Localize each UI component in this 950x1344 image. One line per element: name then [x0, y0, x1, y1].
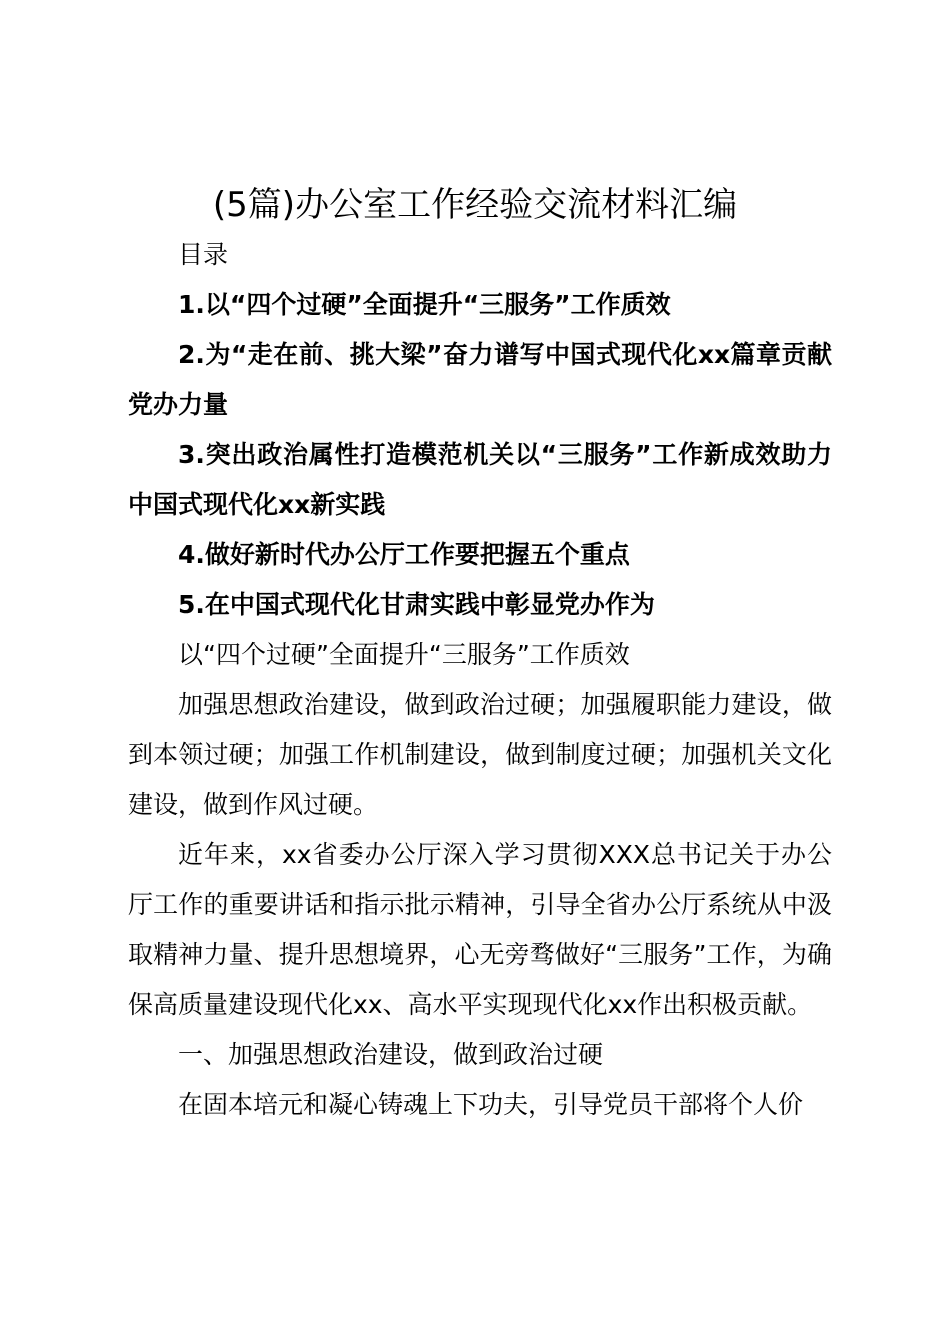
article-title: 以“四个过硬”全面提升“三服务”工作质效: [178, 640, 630, 669]
toc-item-3: 3.突出政治属性打造模范机关以“三服务”工作新成效助力中国式现代化xx新实践: [128, 440, 832, 519]
section-heading: 一、加强思想政治建设，做到政治过硬: [178, 1040, 604, 1069]
toc-item-4: 4.做好新时代办公厅工作要把握五个重点: [178, 540, 630, 569]
document-title: (5篇)办公室工作经验交流材料汇编: [212, 185, 738, 225]
toc-item-5: 5.在中国式现代化甘肃实践中彰显党办作为: [178, 590, 655, 619]
body-paragraph-1: 加强思想政治建设，做到政治过硬；加强履职能力建设，做到本领过硬；加强工作机制建设，做到制度过硬；加强机关文化建设，做到作风过硬。: [128, 690, 832, 819]
toc-item-1: 1.以“四个过硬”全面提升“三服务”工作质效: [178, 290, 671, 319]
document-body: [128, 230, 832, 1130]
section-paragraph: 在固本培元和凝心铸魂上下功夫，引导党员干部将个人价: [178, 1090, 804, 1119]
toc-heading: 目录: [178, 240, 229, 269]
body-paragraph-2: 近年来，xx省委办公厅深入学习贯彻XXX总书记关于办公厅工作的重要讲话和指示批示精神，引导全省办公厅系统从中汲取精神力量、提升思想境界，心无旁骛做好“三服务”工作，为确保高质量建设现代化xx、高水平实现现代化xx作出积极贡献。: [128, 840, 832, 1019]
toc-item-2: 2.为“走在前、挑大梁”奋力谱写中国式现代化xx篇章贡献党办力量: [128, 340, 832, 419]
